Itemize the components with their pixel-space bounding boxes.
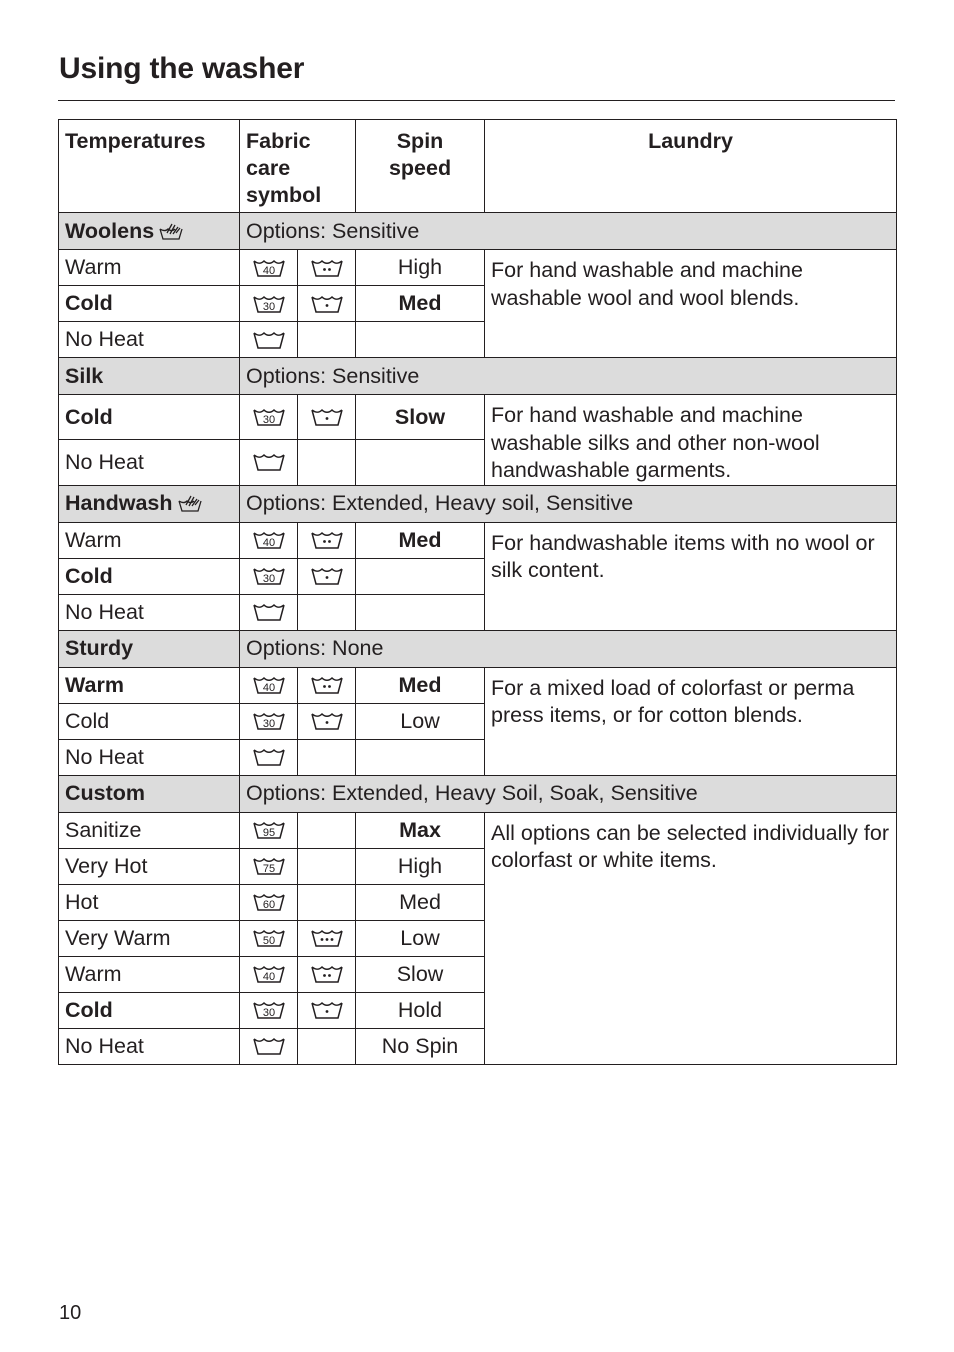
wash-tub-30-icon — [252, 710, 286, 732]
spin-speed-cell: High — [356, 250, 485, 286]
wash-symbol-cell — [240, 739, 298, 775]
wash-tub-icon — [252, 451, 286, 473]
spin-speed-cell: Med — [356, 884, 485, 920]
wash-dots-symbol-cell — [298, 286, 356, 322]
wash-dots-symbol-cell — [298, 395, 356, 440]
laundry-description: For hand washable and machine washable wool and wool blends. — [485, 250, 897, 358]
temperature-cell: No Heat — [59, 739, 240, 775]
temperature-dot — [323, 268, 326, 271]
wash-temperature-label: 60 — [262, 899, 275, 911]
temperature-cell: Warm — [59, 522, 240, 558]
program-options: Options: Extended, Heavy soil, Sensitive — [240, 485, 897, 522]
wash-dots-symbol-cell — [298, 250, 356, 286]
wash-symbol-cell — [240, 667, 298, 703]
temperature-cell: Cold — [59, 703, 240, 739]
wash-symbol-cell — [240, 594, 298, 630]
laundry-description: All options can be selected individually for colorfast or white items. — [485, 812, 897, 1064]
wash-temperature-label: 40 — [262, 264, 275, 277]
wash-symbol-cell — [240, 703, 298, 739]
temperature-cell: Very Hot — [59, 848, 240, 884]
wash-dots-symbol-cell — [298, 558, 356, 594]
temperature-dot — [325, 1010, 328, 1013]
wash-symbol-cell — [240, 322, 298, 358]
table-row — [59, 812, 897, 848]
spin-speed-cell — [356, 322, 485, 358]
temperature-dot — [325, 721, 328, 724]
wash-dots-symbol-cell — [298, 1028, 356, 1064]
wash-dots-symbol-cell — [298, 812, 356, 848]
wash-tub-75-icon — [252, 855, 286, 877]
wash-temperature-label: 50 — [262, 935, 275, 947]
program-name-cell — [59, 213, 240, 250]
laundry-description: For hand washable and machine washable silks and other non-wool handwashable garments. — [485, 395, 897, 486]
wash-temperature-label: 40 — [262, 537, 275, 549]
temperature-cell: Hot — [59, 884, 240, 920]
wash-dots-symbol-cell — [298, 884, 356, 920]
wash-dots-symbol-cell — [298, 956, 356, 992]
wash-tub-3-dot-icon — [310, 927, 344, 949]
wash-symbol-cell — [240, 992, 298, 1028]
program-name: Woolens — [65, 218, 155, 243]
spin-speed-cell: Med — [356, 667, 485, 703]
page-number: 10 — [59, 1302, 82, 1324]
temperature-cell: Sanitize — [59, 812, 240, 848]
program-options: Options: Extended, Heavy Soil, Soak, Sensitive — [240, 775, 897, 812]
wash-tub-1-dot-icon — [310, 710, 344, 732]
wash-tub-icon — [252, 329, 286, 351]
laundry-description: For a mixed load of colorfast or perma press items, or for cotton blends. — [485, 667, 897, 775]
wash-temperature-label: 40 — [262, 971, 275, 983]
wash-tub-1-dot-icon — [310, 406, 344, 428]
spin-speed-cell: Low — [356, 703, 485, 739]
temperature-cell: No Heat — [59, 1028, 240, 1064]
spin-speed-cell: High — [356, 848, 485, 884]
temperature-cell: Cold — [59, 395, 240, 440]
wash-dots-symbol-cell — [298, 703, 356, 739]
temperature-cell: Warm — [59, 956, 240, 992]
program-name-cell — [59, 358, 240, 395]
temperature-dot — [325, 417, 328, 420]
wash-symbol-cell — [240, 395, 298, 440]
wash-tub-95-icon — [252, 819, 286, 841]
program-options: Options: Sensitive — [240, 358, 897, 395]
temperature-cell: No Heat — [59, 594, 240, 630]
wash-tub-2-dot-icon — [310, 529, 344, 551]
temperature-cell: Warm — [59, 667, 240, 703]
temperature-cell: Cold — [59, 992, 240, 1028]
program-name: Custom — [65, 781, 146, 805]
temperature-cell: Warm — [59, 250, 240, 286]
wash-tub-30-icon — [252, 565, 286, 587]
spin-speed-cell: Hold — [356, 992, 485, 1028]
table-header-row — [59, 120, 897, 213]
temperature-dot — [328, 685, 331, 688]
wash-dots-symbol-cell — [298, 594, 356, 630]
wash-symbol-cell — [240, 956, 298, 992]
wash-temperature-label: 30 — [262, 718, 275, 730]
header-laundry: Laundry — [485, 120, 897, 213]
wash-tub-40-icon — [252, 674, 286, 696]
wash-tub-40-icon — [252, 529, 286, 551]
wash-dots-symbol-cell — [298, 440, 356, 485]
temperature-dot — [323, 540, 326, 543]
temperature-cell: Cold — [59, 286, 240, 322]
wash-symbol-cell — [240, 848, 298, 884]
spin-speed-cell — [356, 440, 485, 485]
program-name-cell — [59, 630, 240, 667]
table-row — [59, 395, 897, 440]
wash-dots-symbol-cell — [298, 920, 356, 956]
page-title: Using the washer — [59, 52, 305, 85]
program-name-cell — [59, 485, 240, 522]
spin-speed-cell: Med — [356, 286, 485, 322]
wash-temperature-label: 30 — [262, 1007, 275, 1019]
program-options: Options: None — [240, 630, 897, 667]
temperature-dot — [330, 938, 333, 941]
wash-tub-2-dot-icon — [310, 963, 344, 985]
laundry-description: For handwashable items with no wool or silk content. — [485, 522, 897, 630]
handwash-icon — [177, 493, 203, 513]
temperature-cell: Very Warm — [59, 920, 240, 956]
wash-dots-symbol-cell — [298, 992, 356, 1028]
temperature-dot — [325, 938, 328, 941]
temperature-dot — [328, 540, 331, 543]
spin-speed-cell: Slow — [356, 395, 485, 440]
table-body — [59, 213, 897, 1065]
wash-temperature-label: 95 — [262, 827, 275, 839]
wash-tub-30-icon — [252, 406, 286, 428]
wash-temperature-label: 30 — [262, 300, 275, 313]
spin-speed-cell — [356, 739, 485, 775]
program-options: Options: Sensitive — [240, 213, 897, 250]
wash-tub-40-icon — [252, 257, 286, 279]
temperature-cell: Cold — [59, 558, 240, 594]
temperature-dot — [328, 974, 331, 977]
header-spin-speed: Spin speed — [356, 120, 485, 213]
wash-dots-symbol-cell — [298, 667, 356, 703]
wash-tub-icon — [252, 746, 286, 768]
title-divider — [58, 100, 895, 101]
spin-speed-cell — [356, 594, 485, 630]
wash-symbol-cell — [240, 884, 298, 920]
spin-speed-cell: Slow — [356, 956, 485, 992]
wash-symbol-cell — [240, 558, 298, 594]
wash-tub-1-dot-icon — [310, 293, 344, 315]
program-row-custom — [59, 775, 897, 812]
temperature-cell: No Heat — [59, 322, 240, 358]
wash-dots-symbol-cell — [298, 522, 356, 558]
wash-tub-40-icon — [252, 963, 286, 985]
wash-temperature-label: 40 — [262, 682, 275, 694]
spin-speed-cell: Med — [356, 522, 485, 558]
wash-tub-2-dot-icon — [310, 257, 344, 279]
wash-temperature-label: 30 — [262, 414, 275, 427]
wash-tub-2-dot-icon — [310, 674, 344, 696]
temperature-dot — [325, 576, 328, 579]
wash-symbol-cell — [240, 812, 298, 848]
wash-temperature-label: 30 — [262, 573, 275, 585]
program-name: Sturdy — [65, 636, 134, 660]
wash-dots-symbol-cell — [298, 322, 356, 358]
wash-tub-30-icon — [252, 293, 286, 315]
program-name-cell — [59, 775, 240, 812]
wash-tub-50-icon — [252, 927, 286, 949]
program-row-handwash — [59, 485, 897, 522]
table-row — [59, 250, 897, 286]
temperature-dot — [328, 268, 331, 271]
spin-speed-cell: Low — [356, 920, 485, 956]
table-row — [59, 522, 897, 558]
header-temperatures: Temperatures — [59, 120, 240, 213]
wash-symbol-cell — [240, 250, 298, 286]
handwash-icon — [158, 221, 184, 241]
header-fabric-care-symbol: Fabric care symbol — [240, 120, 356, 213]
wash-program-table — [58, 119, 897, 1065]
wash-symbol-cell — [240, 522, 298, 558]
table-row — [59, 667, 897, 703]
wash-dots-symbol-cell — [298, 739, 356, 775]
program-name: Handwash — [65, 491, 173, 515]
wash-tub-icon — [252, 601, 286, 623]
temperature-dot — [323, 974, 326, 977]
wash-dots-symbol-cell — [298, 848, 356, 884]
temperature-dot — [323, 685, 326, 688]
temperature-dot — [325, 304, 328, 307]
spin-speed-cell: No Spin — [356, 1028, 485, 1064]
wash-symbol-cell — [240, 920, 298, 956]
program-name: Silk — [65, 363, 104, 388]
wash-tub-30-icon — [252, 999, 286, 1021]
wash-tub-1-dot-icon — [310, 565, 344, 587]
spin-speed-cell — [356, 558, 485, 594]
wash-tub-icon — [252, 1035, 286, 1057]
program-row-silk — [59, 358, 897, 395]
spin-speed-cell: Max — [356, 812, 485, 848]
temperature-cell: No Heat — [59, 440, 240, 485]
temperature-dot — [320, 938, 323, 941]
wash-symbol-cell — [240, 440, 298, 485]
program-row-woolens — [59, 213, 897, 250]
wash-tub-60-icon — [252, 891, 286, 913]
wash-tub-1-dot-icon — [310, 999, 344, 1021]
wash-symbol-cell — [240, 286, 298, 322]
wash-symbol-cell — [240, 1028, 298, 1064]
program-row-sturdy — [59, 630, 897, 667]
wash-temperature-label: 75 — [262, 863, 275, 875]
